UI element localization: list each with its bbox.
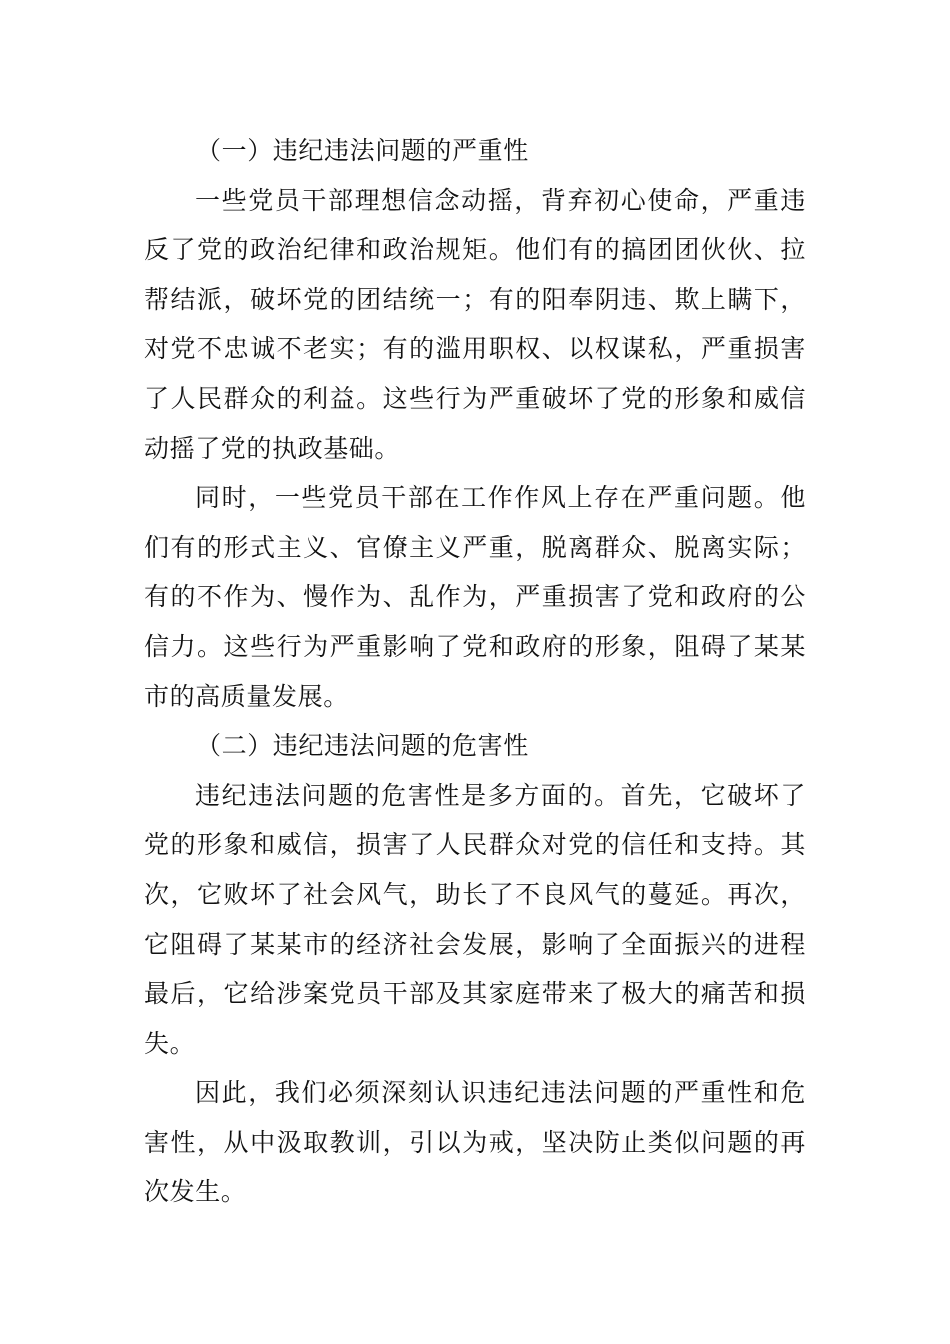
paragraph: 一些党员干部理想信念动摇，背弃初心使命，严重违反了党的政治纪律和政治规矩。他们有的搞团团伙伙、拉帮结派，破坏党的团结统一；有的阳奉阴违、欺上瞒下，对党不忠诚不老实；有的滥用职权、以权谋私，严重损害了人民群众的利益。这些行为严重破坏了党的形象和威信动摇了党的执政基础。 — [144, 185, 806, 463]
paragraph: 因此，我们必须深刻认识违纪违法问题的严重性和危害性，从中汲取教训，引以为戒，坚决防止类似问题的再次发生。 — [144, 1078, 806, 1207]
section-heading-1: （一）违纪违法问题的严重性 — [196, 136, 529, 165]
paragraph: 违纪违法问题的危害性是多方面的。首先，它破坏了党的形象和威信，损害了人民群众对党的信任和支持。其次，它败坏了社会风气，助长了不良风气的蔓延。再次，它阻碍了某某市的经济社会发展，影响了全面振兴的进程最后，它给涉案党员干部及其家庭带来了极大的痛苦和损失。 — [144, 780, 806, 1058]
section-heading-2: （二）违纪违法问题的危害性 — [196, 731, 529, 761]
document-body — [144, 126, 806, 1217]
paragraph: 同时，一些党员干部在工作作风上存在严重问题。他们有的形式主义、官僚主义严重，脱离群众、脱离实际；有的不作为、慢作为、乱作为，严重损害了党和政府的公信力。这些行为严重影响了党和政府的形象，阻碍了某某市的高质量发展。 — [144, 483, 806, 711]
